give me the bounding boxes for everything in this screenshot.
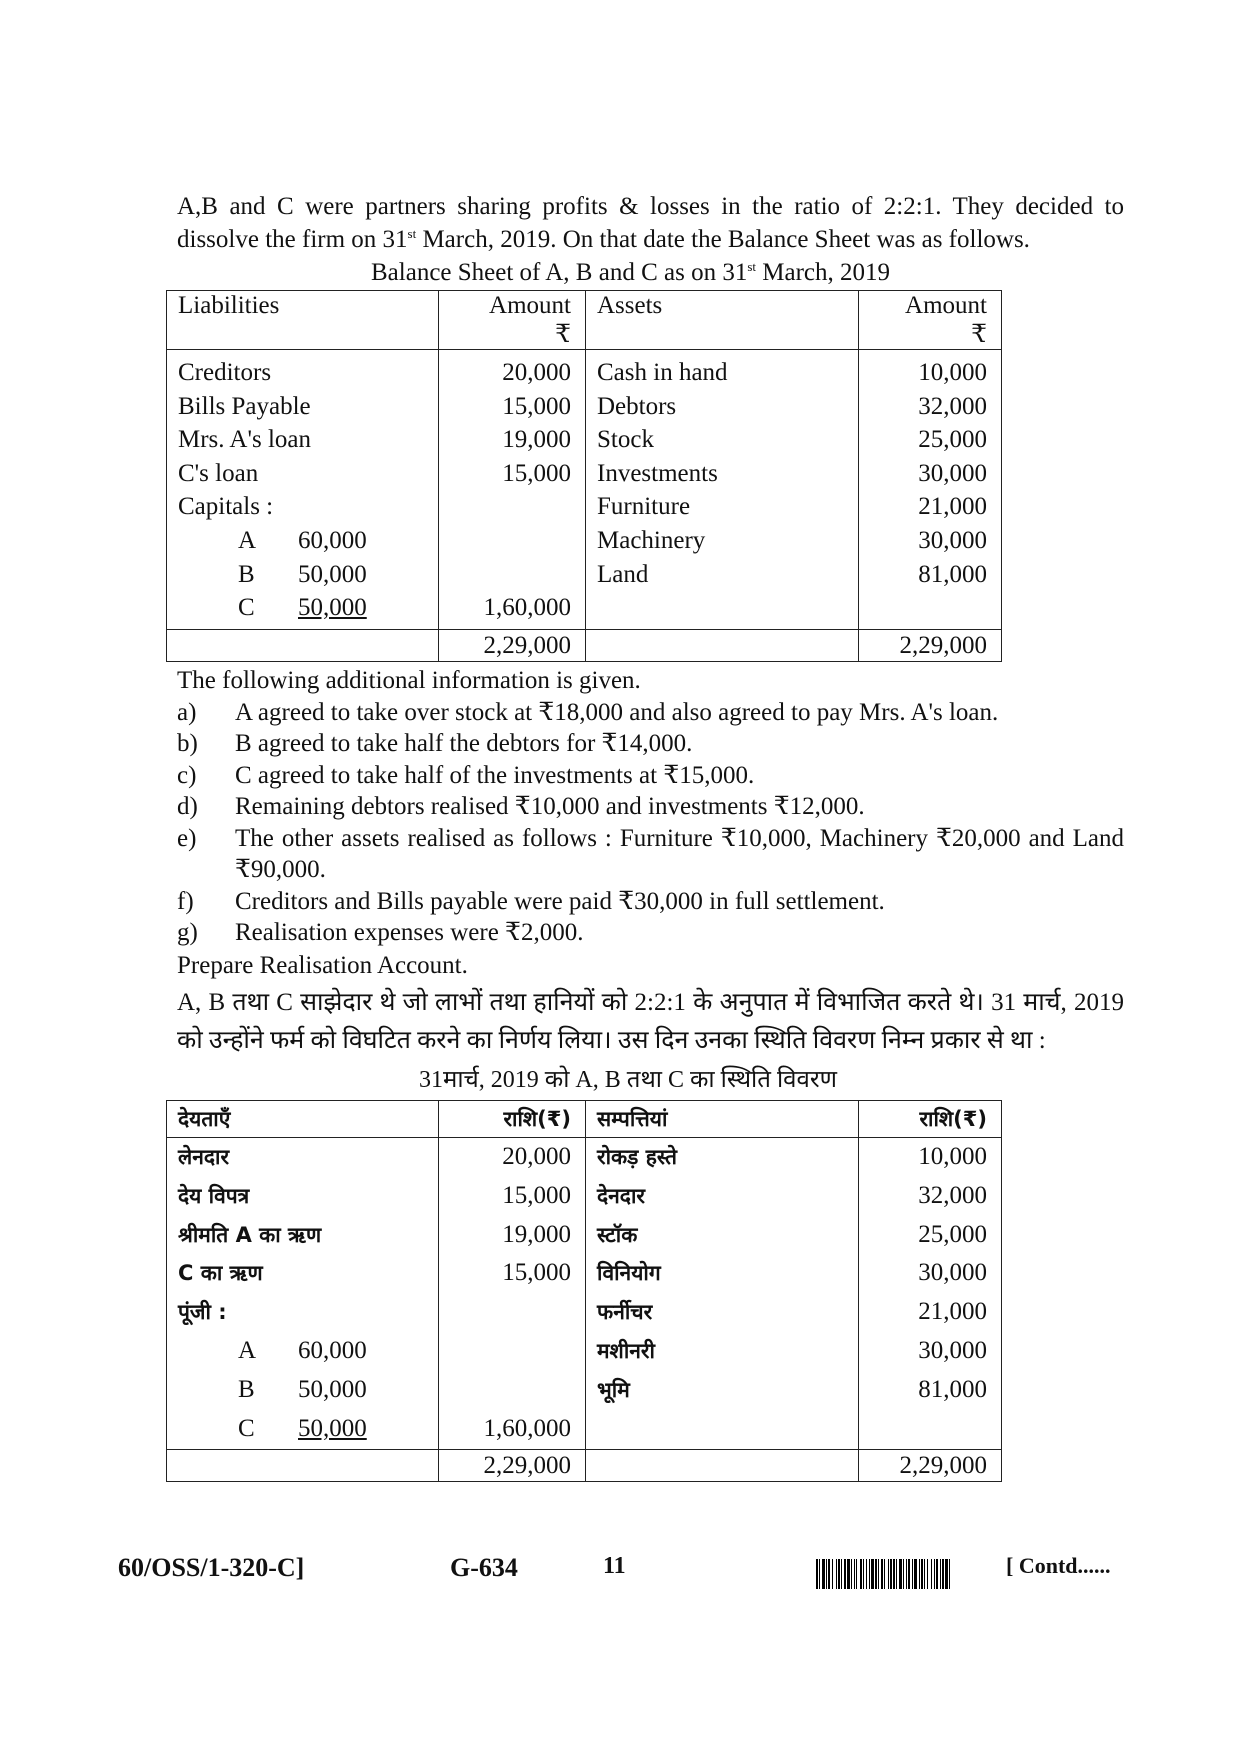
asset-label: Land	[586, 558, 859, 592]
list-item: a) A agreed to take over stock at ₹18,000 and also agreed to pay Mrs. A's loan.	[177, 698, 999, 726]
capital-total: 1,60,000	[438, 591, 585, 629]
hindi-intro: A, B तथा C साझेदार थे जो लाभों तथा हानियों को 2:2:1 के अनुपात में विभाजित करते थे। 31 मार्च, 2019 को उन्होंने फर्म को विघटित करने का निर्णय लिया। उस दिन उनका स्थिति विवरण निम्न प्रकार से था :	[177, 988, 1124, 1054]
rupee-symbol: ₹	[971, 321, 987, 348]
list-item: e) The other assets realised as follows : Furniture ₹10,000, Machinery ₹20,000 and Land ₹90,000.	[177, 824, 1124, 884]
table-row	[167, 1293, 1002, 1332]
table-header-row	[167, 1100, 1002, 1137]
liability-amount	[438, 524, 585, 558]
hindi-table-title: 31मार्च, 2019 को A, B तथा C का स्थिति विवरण	[418, 1066, 838, 1093]
asset-amount: 21,000	[858, 1293, 1001, 1332]
table-row	[167, 1177, 1002, 1216]
asset-amount	[858, 1410, 1001, 1449]
capital-partner: A	[238, 1337, 257, 1365]
series-code: G-634	[450, 1553, 518, 1582]
asset-amount: 32,000	[858, 1177, 1001, 1216]
empty-cell	[586, 1450, 859, 1482]
asset-label: Debtors	[586, 390, 859, 424]
asset-label: Machinery	[586, 524, 859, 558]
capital-partner: A	[238, 526, 257, 554]
asset-label: रोकड़ हस्ते	[586, 1137, 859, 1176]
header-assets: सम्पत्तियां	[586, 1100, 859, 1137]
capital-total: 1,60,000	[438, 1410, 585, 1449]
capital-value: 60,000	[298, 1337, 367, 1365]
capital-entry	[167, 1332, 439, 1371]
asset-label: स्टॉक	[586, 1216, 859, 1255]
liability-amount: 15,000	[438, 1177, 585, 1216]
liability-label: C का ऋण	[167, 1254, 439, 1293]
liability-label: Mrs. A's loan	[167, 423, 439, 457]
liability-label: C's loan	[167, 457, 439, 491]
total-assets: 2,29,000	[858, 629, 1001, 661]
table-row	[167, 423, 1002, 457]
capital-value: 50,000	[298, 1415, 367, 1443]
header-amount: Amount ₹	[438, 291, 585, 350]
capital-partner: B	[238, 560, 255, 588]
table-row	[167, 524, 1002, 558]
asset-label: भूमि	[586, 1371, 859, 1410]
liability-label: लेनदार	[167, 1137, 439, 1176]
asset-label: Stock	[586, 423, 859, 457]
capital-partner: C	[238, 594, 255, 622]
asset-label: देनदार	[586, 1177, 859, 1216]
additional-info-list	[177, 697, 1124, 949]
list-item: g) Realisation expenses were ₹2,000.	[177, 919, 584, 947]
asset-label: विनियोग	[586, 1254, 859, 1293]
asset-amount: 30,000	[858, 1332, 1001, 1371]
asset-amount: 10,000	[858, 1137, 1001, 1176]
liability-amount: 15,000	[438, 457, 585, 491]
barcode-bar	[950, 1559, 952, 1589]
empty-cell	[167, 1450, 439, 1482]
list-item: b) B agreed to take half the debtors for ₹14,000.	[177, 730, 693, 758]
liability-amount: 19,000	[438, 1216, 585, 1255]
liability-amount: 15,000	[438, 390, 585, 424]
capital-entry	[167, 1410, 439, 1449]
table-row	[167, 390, 1002, 424]
table-row	[167, 350, 1002, 390]
english-intro: A,B and C were partners sharing profits & losses in the ratio of 2:2:1. They decided to dissolve the firm on 31st March, 2019. On that date the Balance Sheet was as follows.	[177, 193, 1124, 253]
liability-label: Creditors	[167, 350, 439, 390]
capital-value: 50,000	[298, 594, 367, 622]
header-liabilities: देयताएँ	[167, 1100, 439, 1137]
rupee-symbol: ₹	[555, 321, 571, 348]
table-row	[167, 1371, 1002, 1410]
total-liabilities: 2,29,000	[438, 629, 585, 661]
capital-value: 60,000	[298, 526, 367, 554]
asset-amount: 30,000	[858, 524, 1001, 558]
asset-label: फर्नीचर	[586, 1293, 859, 1332]
header-liabilities: Liabilities	[167, 291, 439, 350]
paper-code: 60/OSS/1-320-C]	[118, 1553, 305, 1582]
table-row	[167, 1216, 1002, 1255]
table-row	[167, 457, 1002, 491]
asset-amount: 81,000	[858, 1371, 1001, 1410]
empty-cell	[586, 629, 859, 661]
capital-entry	[167, 591, 439, 629]
liability-amount	[438, 1293, 585, 1332]
page-number: 11	[603, 1553, 626, 1579]
capital-value: 50,000	[298, 560, 367, 588]
liability-amount	[438, 558, 585, 592]
total-assets: 2,29,000	[858, 1450, 1001, 1482]
table-header-row	[167, 291, 1002, 350]
empty-cell	[167, 629, 439, 661]
header-amount: राशि(₹)	[858, 1100, 1001, 1137]
liability-amount	[438, 1371, 585, 1410]
table-row	[167, 1254, 1002, 1293]
table-row	[167, 1410, 1002, 1449]
asset-label: मशीनरी	[586, 1332, 859, 1371]
total-row	[167, 629, 1002, 661]
hindi-balance-sheet	[166, 1100, 1002, 1482]
english-balance-sheet	[166, 290, 1002, 662]
page-footer	[118, 1553, 1128, 1589]
table-row	[167, 591, 1002, 629]
list-item: d) Remaining debtors realised ₹10,000 and investments ₹12,000.	[177, 793, 865, 821]
additional-info-heading: The following additional information is given.	[177, 666, 641, 694]
liability-amount	[438, 1332, 585, 1371]
liability-label: Capitals :	[167, 490, 439, 524]
list-item: c) C agreed to take half of the investments at ₹15,000.	[177, 761, 755, 789]
capital-entry	[167, 1371, 439, 1410]
liability-label: श्रीमति A का ऋण	[167, 1216, 439, 1255]
asset-amount: 10,000	[858, 350, 1001, 390]
asset-label	[586, 1410, 859, 1449]
total-row	[167, 1450, 1002, 1482]
header-amount: राशि(₹)	[438, 1100, 585, 1137]
asset-amount: 30,000	[858, 457, 1001, 491]
liability-amount: 15,000	[438, 1254, 585, 1293]
asset-label: Furniture	[586, 490, 859, 524]
header-amount: Amount ₹	[858, 291, 1001, 350]
table-row	[167, 1332, 1002, 1371]
liability-label: देय विपत्र	[167, 1177, 439, 1216]
liability-label: Bills Payable	[167, 390, 439, 424]
page-content	[177, 190, 1124, 1482]
instruction: Prepare Realisation Account.	[177, 951, 468, 979]
capital-entry	[167, 558, 439, 592]
capital-entry	[167, 524, 439, 558]
asset-label	[586, 591, 859, 629]
liability-amount: 19,000	[438, 423, 585, 457]
english-table-title: Balance Sheet of A, B and C as on 31st March, 2019	[371, 259, 890, 286]
asset-amount: 30,000	[858, 1254, 1001, 1293]
capital-partner: C	[238, 1415, 255, 1443]
liability-amount	[438, 490, 585, 524]
liability-label: पूंजी :	[167, 1293, 439, 1332]
capital-partner: B	[238, 1376, 255, 1404]
total-liabilities: 2,29,000	[438, 1450, 585, 1482]
asset-amount	[858, 591, 1001, 629]
asset-amount: 32,000	[858, 390, 1001, 424]
asset-amount: 25,000	[858, 1216, 1001, 1255]
asset-amount: 21,000	[858, 490, 1001, 524]
list-item: f) Creditors and Bills payable were paid ₹30,000 in full settlement.	[177, 887, 885, 915]
table-row	[167, 558, 1002, 592]
continued-label: [ Contd......	[1006, 1553, 1111, 1578]
liability-amount: 20,000	[438, 1137, 585, 1176]
table-row	[167, 490, 1002, 524]
header-assets: Assets	[586, 291, 859, 350]
liability-amount: 20,000	[438, 350, 585, 390]
asset-amount: 25,000	[858, 423, 1001, 457]
capital-value: 50,000	[298, 1376, 367, 1404]
asset-amount: 81,000	[858, 558, 1001, 592]
asset-label: Investments	[586, 457, 859, 491]
asset-label: Cash in hand	[586, 350, 859, 390]
table-row	[167, 1137, 1002, 1176]
